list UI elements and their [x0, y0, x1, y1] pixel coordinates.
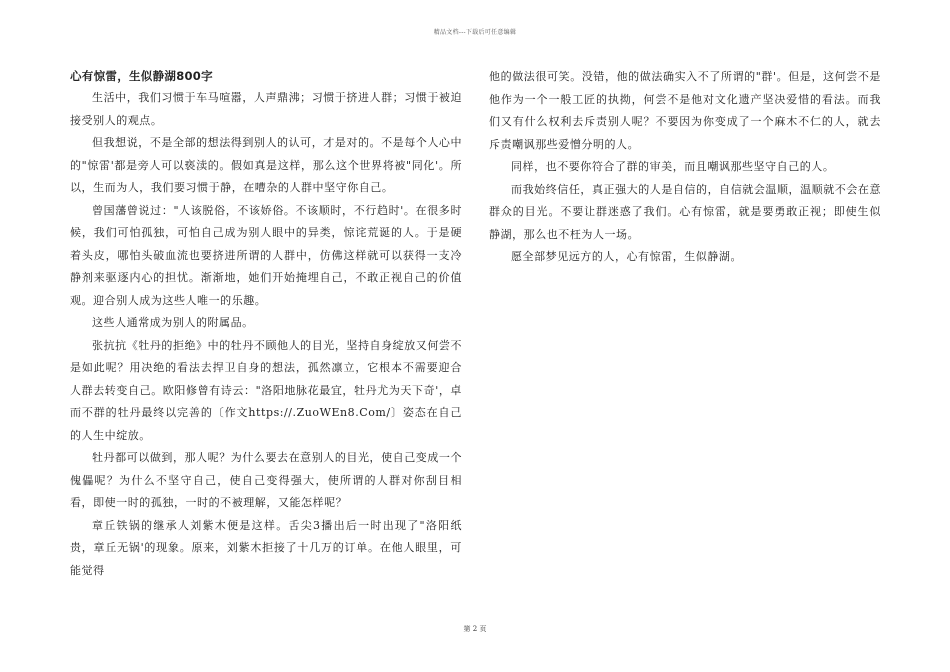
document-title: 心有惊雷，生似静湖800字 — [70, 69, 213, 83]
paragraph: 同样，也不要你符合了群的审美，而且嘲讽那些坚守自己的人。 — [511, 160, 835, 173]
paragraph-continuation: 他的做法很可笑。没错，他的做法确实入不了所谓的"群'。但是，这何尝不是他作为一个一般工匠的执拗，何尝不是他对文化遗产坚决爱惜的看法。而我们又有什么权利去斥责别人呢？不要因为你变成了一个麻木不仁的人，就去斥责嘲讽那些爱憎分明的人。 — [489, 70, 881, 151]
paragraph: 而我始终信任，真正强大的人是自信的，自信就会温顺，温顺就不会在意群众的目光。不要让群迷惑了我们。心有惊雷，就是要勇敢正视；即使生似静湖，那么也不枉为人一场。 — [489, 182, 881, 241]
paragraph: 张抗抗《牡丹的拒绝》中的牡丹不顾他人的目光，坚持自身绽放又何尝不是如此呢？用决绝的看法去捍卫自身的想法，孤然凛立，它根本不需要迎合人群去转变自己。欧阳修曾有诗云："洛阳地脉花最宜，牡丹尤为天下奇'，卓而不群的牡丹最终以完善的〔作文https://.ZuoWEn8.Com/〕姿态在自己的人生中绽放。 — [70, 338, 462, 442]
paragraph: 章丘铁锅的继承人刘紫木便是这样。舌尖3播出后一时出现了"洛阳纸贵，章丘无锅'的现象。原来，刘紫木拒接了十几万的订单。在他人眼里，可能觉得 — [70, 518, 462, 577]
paragraph: 牡丹都可以做到，那人呢？为什么要去在意别人的目光，使自己变成一个傀儡呢？为什么不坚守自己，使自己变得强大，使所谓的人群对你刮目相看，即使一时的孤独，一时的不被理解，又能怎样呢？ — [70, 451, 462, 509]
page-header: 精品文档---下载后可任意编辑 — [433, 29, 517, 36]
left-column — [70, 66, 462, 582]
paragraph: 这些人通常成为别人的附属品。 — [92, 316, 254, 329]
right-column — [489, 66, 881, 269]
paragraph: 生活中，我们习惯于车马喧嚣，人声鼎沸；习惯于挤进人群；习惯于被迫接受别人的观点。 — [70, 91, 462, 127]
page-number: 第 2 页 — [463, 625, 487, 633]
paragraph: 曾国藩曾说过："人该脱俗，不该娇俗。不该顺时，不行趋时'。在很多时候，我们可怕孤独，可怕自己成为别人眼中的异类，惊诧荒诞的人。于是硬着头皮，哪怕头破血流也要挤进所谓的人群中，仿佛这样就可以获得一支冷静剂来驱逐内心的担忧。渐渐地，她们开始掩埋自己，不敢正视自己的价值观。迎合别人成为这些人唯一的乐趣。 — [70, 203, 462, 307]
paragraph: 但我想说，不是全部的想法得到别人的认可，才是对的。不是每个人心中的"惊雷'都是旁人可以亵渎的。假如真是这样，那么这个世界将被"同化'。所以，生而为人，我们要习惯于静，在嘈杂的人群中坚守你自己。 — [70, 136, 462, 194]
paragraph: 愿全部梦见远方的人，心有惊雷，生似静湖。 — [511, 250, 742, 263]
